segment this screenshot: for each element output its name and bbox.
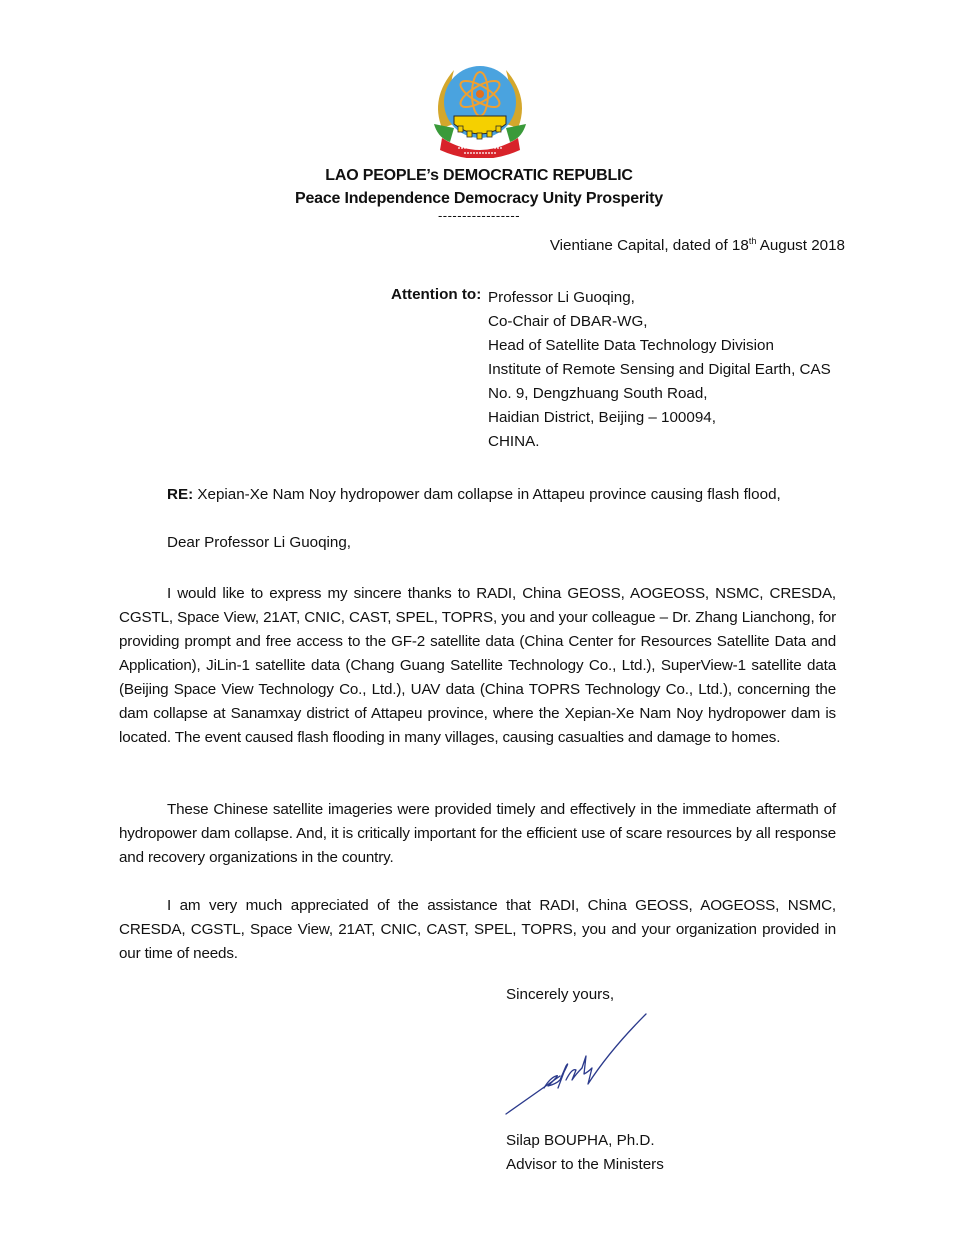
signatory-name: Silap BOUPHA, Ph.D. bbox=[506, 1132, 655, 1149]
handwritten-signature-icon bbox=[500, 1010, 660, 1120]
national-motto-heading: Peace Independence Democracy Unity Prosperity bbox=[294, 190, 664, 207]
body-paragraph: I am very much appreciated of the assistance that RADI, China GEOSS, AOGEOSS, NSMC, CRESDA, CGSTL, Space View, 21AT, CNIC, CAST, SPEL, TOPRS, you and your organization provided in our time of needs. bbox=[119, 897, 836, 962]
attention-label: Attention to: bbox=[391, 286, 482, 303]
recipient-line: No. 9, Dengzhuang South Road, bbox=[488, 385, 708, 402]
body-paragraph: These Chinese satellite imageries were provided timely and effectively in the immediate aftermath of hydropower dam collapse. And, it is critically important for the efficient use of scare resources by all response and recovery organizations in the country. bbox=[119, 801, 836, 866]
recipient-line: Haidian District, Beijing – 100094, bbox=[488, 409, 716, 426]
body-paragraph: I would like to express my sincere thanks to RADI, China GEOSS, AOGEOSS, NSMC, CRESDA, CGSTL, Space View, 21AT, CNIC, CAST, SPEL, TOPRS, you and your colleague – Dr. Zhang Lianchong, for providing prompt and free access to the GF-2 satellite data (China Center for Resources Satellite Data and Application), JiLin-1 satellite data (Chang Guang Satellite Technology Co., Ltd.), SuperView-1 satellite data (Beijing Space View Technology Co., Ltd.), UAV data (China TOPRS Technology Co., Ltd.), concerning the dam collapse at Sanamxay district of Attapeu province, where the Xepian-Xe Nam Noy hydropower dam is located. The event caused flash flooding in many villages, causing casualties and damage to homes. bbox=[119, 585, 836, 746]
date-ordinal-suffix: th bbox=[748, 236, 757, 246]
date-rest: August 2018 bbox=[756, 237, 845, 254]
recipient-line: Head of Satellite Data Technology Division bbox=[488, 337, 774, 354]
lao-national-emblem-icon bbox=[424, 58, 536, 158]
recipient-line: CHINA. bbox=[488, 433, 540, 450]
subject-line bbox=[167, 486, 781, 503]
signatory-title: Advisor to the Ministers bbox=[506, 1156, 664, 1173]
subject-label: RE: bbox=[167, 486, 194, 503]
salutation: Dear Professor Li Guoqing, bbox=[167, 534, 352, 551]
recipient-address bbox=[488, 286, 831, 454]
letter-date bbox=[550, 236, 845, 254]
country-name-heading: LAO PEOPLE’s DEMOCRATIC REPUBLIC bbox=[325, 167, 633, 184]
header-separator: ----------------- bbox=[437, 208, 521, 223]
subject-text: Xepian-Xe Nam Noy hydropower dam collapse in Attapeu province causing flash flood, bbox=[193, 486, 781, 503]
recipient-line: Institute of Remote Sensing and Digital Earth, CAS bbox=[488, 361, 831, 378]
date-prefix: Vientiane Capital, dated of 18 bbox=[549, 237, 749, 254]
recipient-line: Co-Chair of DBAR-WG, bbox=[488, 313, 648, 330]
recipient-line: Professor Li Guoqing, bbox=[488, 289, 635, 306]
closing: Sincerely yours, bbox=[506, 986, 615, 1003]
